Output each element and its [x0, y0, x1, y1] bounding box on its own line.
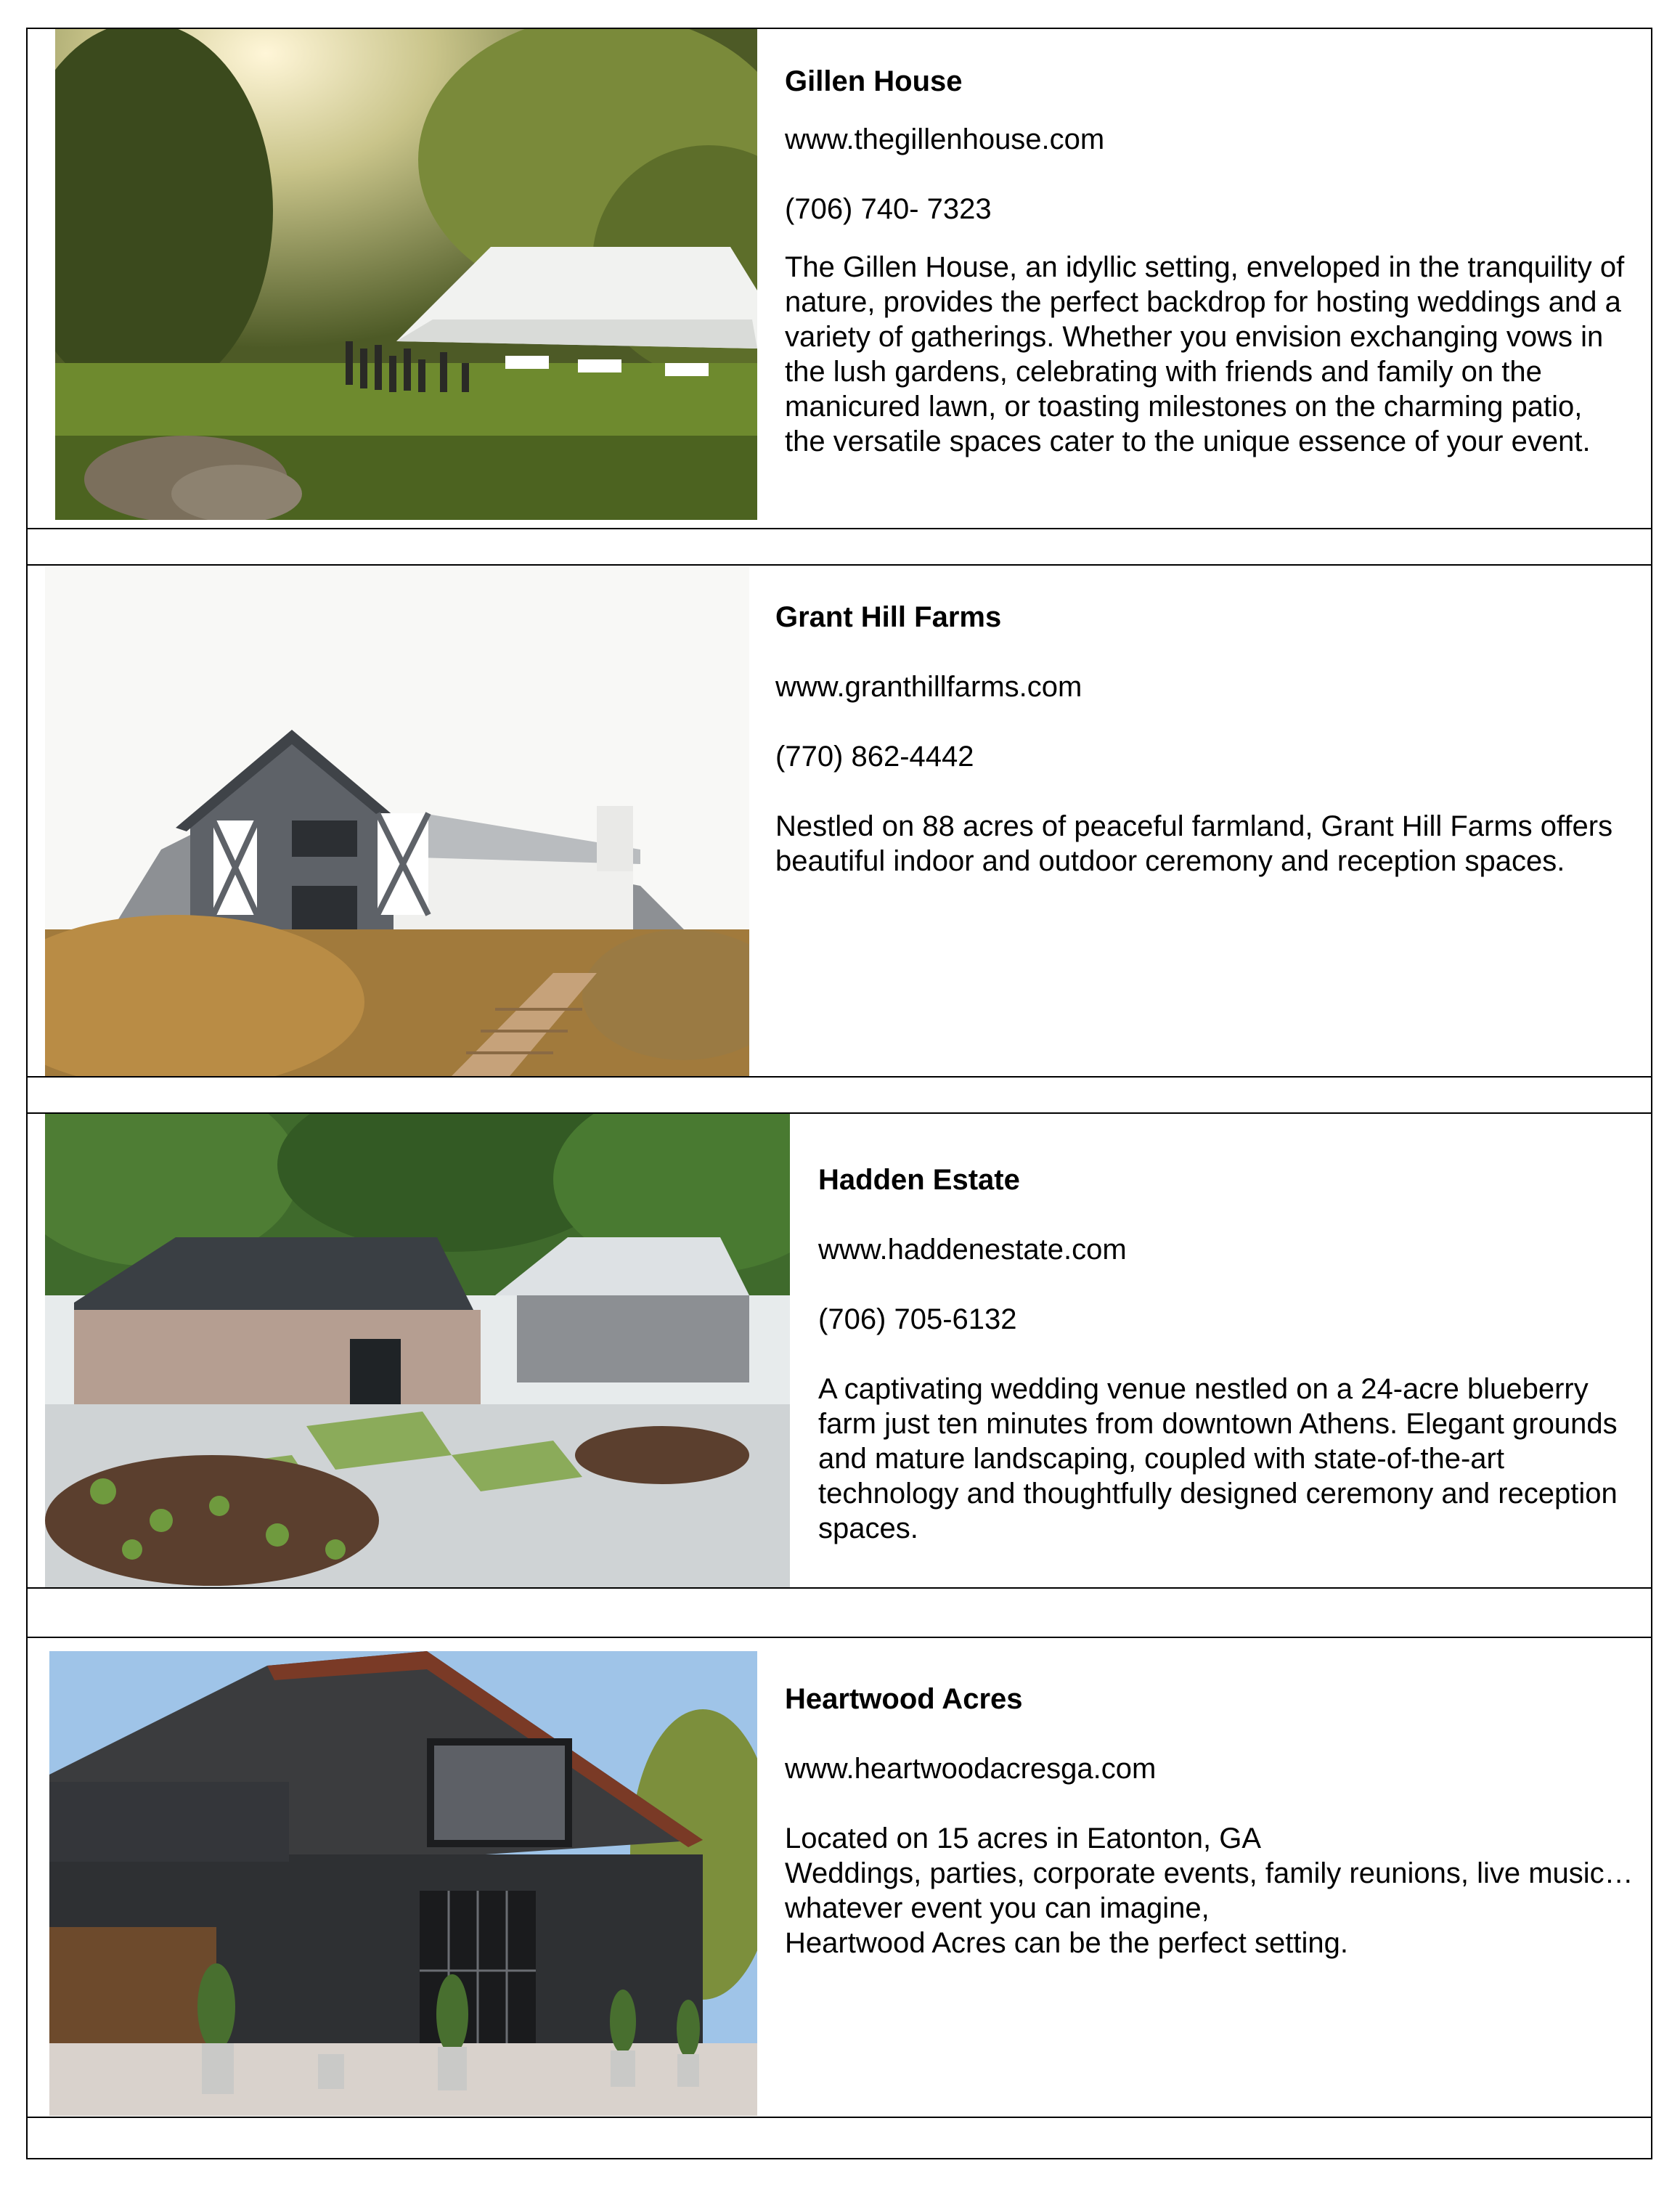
venue-hadden-estate: [818, 1162, 1646, 1546]
heartwood-acres-photo: [49, 1651, 757, 2116]
venue-heartwood-acres: [785, 1682, 1642, 1960]
table-divider: [26, 528, 1652, 529]
venue-phone: (706) 740- 7323: [785, 193, 992, 225]
table-divider: [26, 564, 1652, 566]
gillen-house-photo: [55, 29, 757, 520]
venue-name: Heartwood Acres: [785, 1683, 1023, 1715]
venue-phone: (770) 862-4442: [775, 741, 974, 773]
venue-description: A captivating wedding venue nestled on a 24-acre blueberry farm just ten minutes from downtown Athens. Elegant grounds and mature landscaping, coupled with state-of-the-art technology and thoughtfully designed ceremony and reception spaces.: [818, 1373, 1618, 1544]
venue-website[interactable]: www.heartwoodacresga.com: [785, 1753, 1157, 1785]
venue-website[interactable]: www.granthillfarms.com: [775, 671, 1082, 703]
venue-gillen-house: [785, 64, 1627, 459]
venue-name: Grant Hill Farms: [775, 601, 1002, 633]
venue-description: The Gillen House, an idyllic setting, enveloped in the tranquility of nature, provides the perfect backdrop for hosting weddings and a variety of gatherings. Whether you envision exchanging vows in the lush gardens, celebrating with friends and family on the manicured lawn, or toasting milestones on the charming patio, the versatile spaces cater to the unique essence of your event.: [785, 251, 1625, 457]
venue-location: Located on 15 acres in Eatonton, GA: [785, 1822, 1261, 1854]
venue-description-line: Heartwood Acres can be the perfect setting.: [785, 1927, 1348, 1959]
venue-name: Gillen House: [785, 65, 963, 97]
table-divider: [26, 1637, 1652, 1638]
venue-description: Nestled on 88 acres of peaceful farmland, Grant Hill Farms offers beautiful indoor and outdoor ceremony and reception spaces.: [775, 810, 1613, 877]
table-divider: [26, 2117, 1652, 2118]
venue-description-line: Weddings, parties, corporate events, family reunions, live music…whatever event you can imagine,: [785, 1857, 1634, 1924]
hadden-estate-photo: [45, 1114, 790, 1587]
venue-phone: (706) 705-6132: [818, 1303, 1017, 1335]
table-divider: [26, 1587, 1652, 1589]
grant-hill-farms-photo: [45, 566, 749, 1076]
venue-name: Hadden Estate: [818, 1164, 1020, 1196]
venue-website[interactable]: www.thegillenhouse.com: [785, 123, 1105, 155]
table-divider: [26, 1076, 1652, 1078]
venue-grant-hill-farms: [775, 600, 1632, 879]
venue-website[interactable]: www.haddenestate.com: [818, 1234, 1127, 1266]
